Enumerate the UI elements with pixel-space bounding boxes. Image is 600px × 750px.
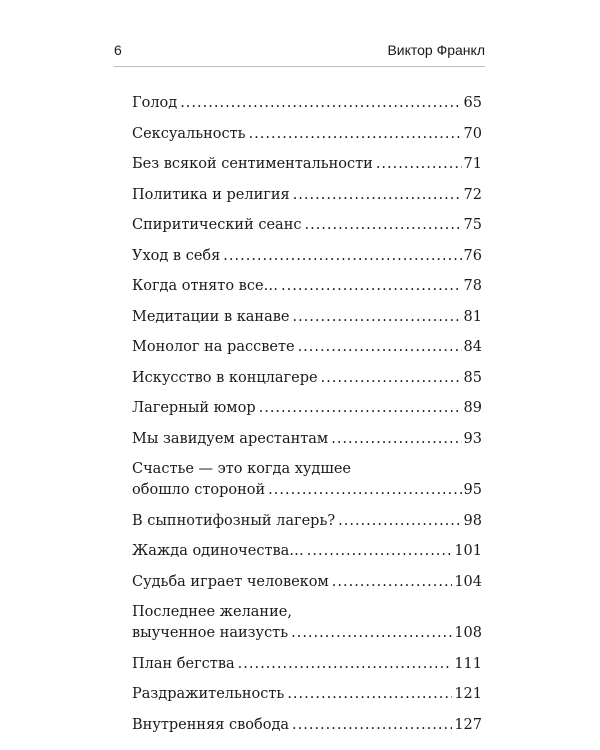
toc-entry-title: Без всякой сентиментальности [132, 156, 373, 172]
toc-leader-dots [307, 541, 453, 562]
toc-entry-title-line1: Счастье — это когда худшее [132, 461, 351, 477]
toc-leader-dots [292, 715, 452, 736]
toc-entry-title: В сыпнотифозный лагерь? [132, 512, 336, 529]
toc-leader-dots [332, 572, 453, 593]
toc-entry-title: Искусство в концлагере [132, 369, 318, 386]
toc-entry-title: Политика и религия [132, 186, 290, 203]
toc-entry[interactable] [132, 307, 482, 328]
toc-entry-title: Монолог на рассвете [132, 339, 295, 355]
toc-entry-title: Лагерный юмор [132, 400, 256, 416]
header-rule [114, 66, 485, 67]
toc-leader-dots [298, 337, 462, 358]
toc-entry-title: Когда отнято все… [132, 278, 279, 294]
toc-entry-page: 72 [463, 186, 482, 203]
toc-entry-title: Раздражительность [132, 686, 285, 702]
page-number: 6 [114, 42, 122, 58]
toc-entry[interactable] [132, 398, 482, 419]
toc-entry[interactable] [132, 337, 482, 358]
toc-entry[interactable] [132, 572, 482, 593]
toc-entry[interactable] [132, 602, 482, 644]
toc-leader-dots [238, 654, 453, 675]
toc-entry-title: Медитации в канаве [132, 308, 290, 325]
toc-leader-dots [223, 246, 461, 267]
toc-entry[interactable] [132, 246, 482, 267]
table-of-contents [132, 93, 482, 745]
toc-entry[interactable] [132, 368, 482, 389]
toc-entry-page: 71 [463, 156, 482, 172]
toc-entry[interactable] [132, 215, 482, 236]
toc-entry-title: Уход в себя [132, 247, 221, 264]
toc-entry[interactable] [132, 541, 482, 562]
toc-entry-page: 76 [463, 247, 482, 264]
toc-entry-title: Голод [132, 95, 178, 111]
toc-entry-title: Судьба играет человеком [132, 573, 329, 590]
toc-leader-dots [291, 623, 452, 644]
toc-entry-title: Спиритический сеанс [132, 217, 302, 233]
toc-leader-dots [249, 124, 462, 145]
toc-entry-page: 70 [463, 125, 482, 142]
toc-entry-page: 85 [463, 369, 482, 386]
toc-entry-page: 89 [463, 400, 482, 416]
toc-entry-page: 75 [463, 217, 482, 233]
toc-entry-page: 121 [454, 686, 482, 702]
toc-entry[interactable] [132, 654, 482, 675]
toc-leader-dots [321, 368, 462, 389]
toc-entry[interactable] [132, 276, 482, 297]
toc-leader-dots [331, 429, 461, 450]
toc-entry-page: 98 [463, 512, 482, 529]
toc-entry-title-line2: выученное наизусть [132, 625, 289, 641]
toc-entry-title-line2: обошло стороной [132, 482, 266, 498]
toc-leader-dots [376, 154, 462, 175]
page-header [114, 38, 485, 64]
toc-entry-title: Внутренняя свобода [132, 716, 290, 733]
toc-entry[interactable] [132, 429, 482, 450]
toc-entry-title: Сексуальность [132, 125, 246, 142]
toc-entry-page: 81 [463, 308, 482, 325]
toc-entry-title-line1: Последнее желание, [132, 604, 292, 620]
toc-leader-dots [281, 276, 462, 297]
toc-leader-dots [292, 307, 461, 328]
toc-leader-dots [259, 398, 462, 419]
toc-entry-title: Жажда одиночества… [132, 543, 304, 559]
toc-entry[interactable] [132, 93, 482, 114]
toc-entry-page: 65 [463, 95, 482, 111]
toc-entry[interactable] [132, 511, 482, 532]
toc-entry-page: 93 [463, 430, 482, 447]
toc-entry-page: 78 [463, 278, 482, 294]
toc-leader-dots [180, 93, 461, 114]
toc-entry[interactable] [132, 154, 482, 175]
toc-entry-title: План бегства [132, 655, 235, 672]
toc-entry-page: 84 [463, 339, 482, 355]
toc-entry-page: 108 [454, 625, 482, 641]
toc-entry[interactable] [132, 185, 482, 206]
toc-entry-page: 101 [454, 543, 482, 559]
toc-entry[interactable] [132, 715, 482, 736]
toc-leader-dots [304, 215, 461, 236]
toc-entry-page: 95 [463, 482, 482, 498]
toc-leader-dots [287, 684, 452, 705]
toc-entry-page: 111 [454, 655, 482, 672]
toc-leader-dots [268, 480, 461, 501]
toc-leader-dots [338, 511, 461, 532]
toc-entry[interactable] [132, 124, 482, 145]
toc-entry-page: 127 [454, 716, 482, 733]
toc-entry-page: 104 [454, 573, 482, 590]
toc-entry[interactable] [132, 459, 482, 501]
toc-leader-dots [293, 185, 462, 206]
toc-entry[interactable] [132, 684, 482, 705]
toc-entry-title: Мы завидуем арестантам [132, 430, 329, 447]
running-head-author: Виктор Франкл [387, 42, 485, 58]
